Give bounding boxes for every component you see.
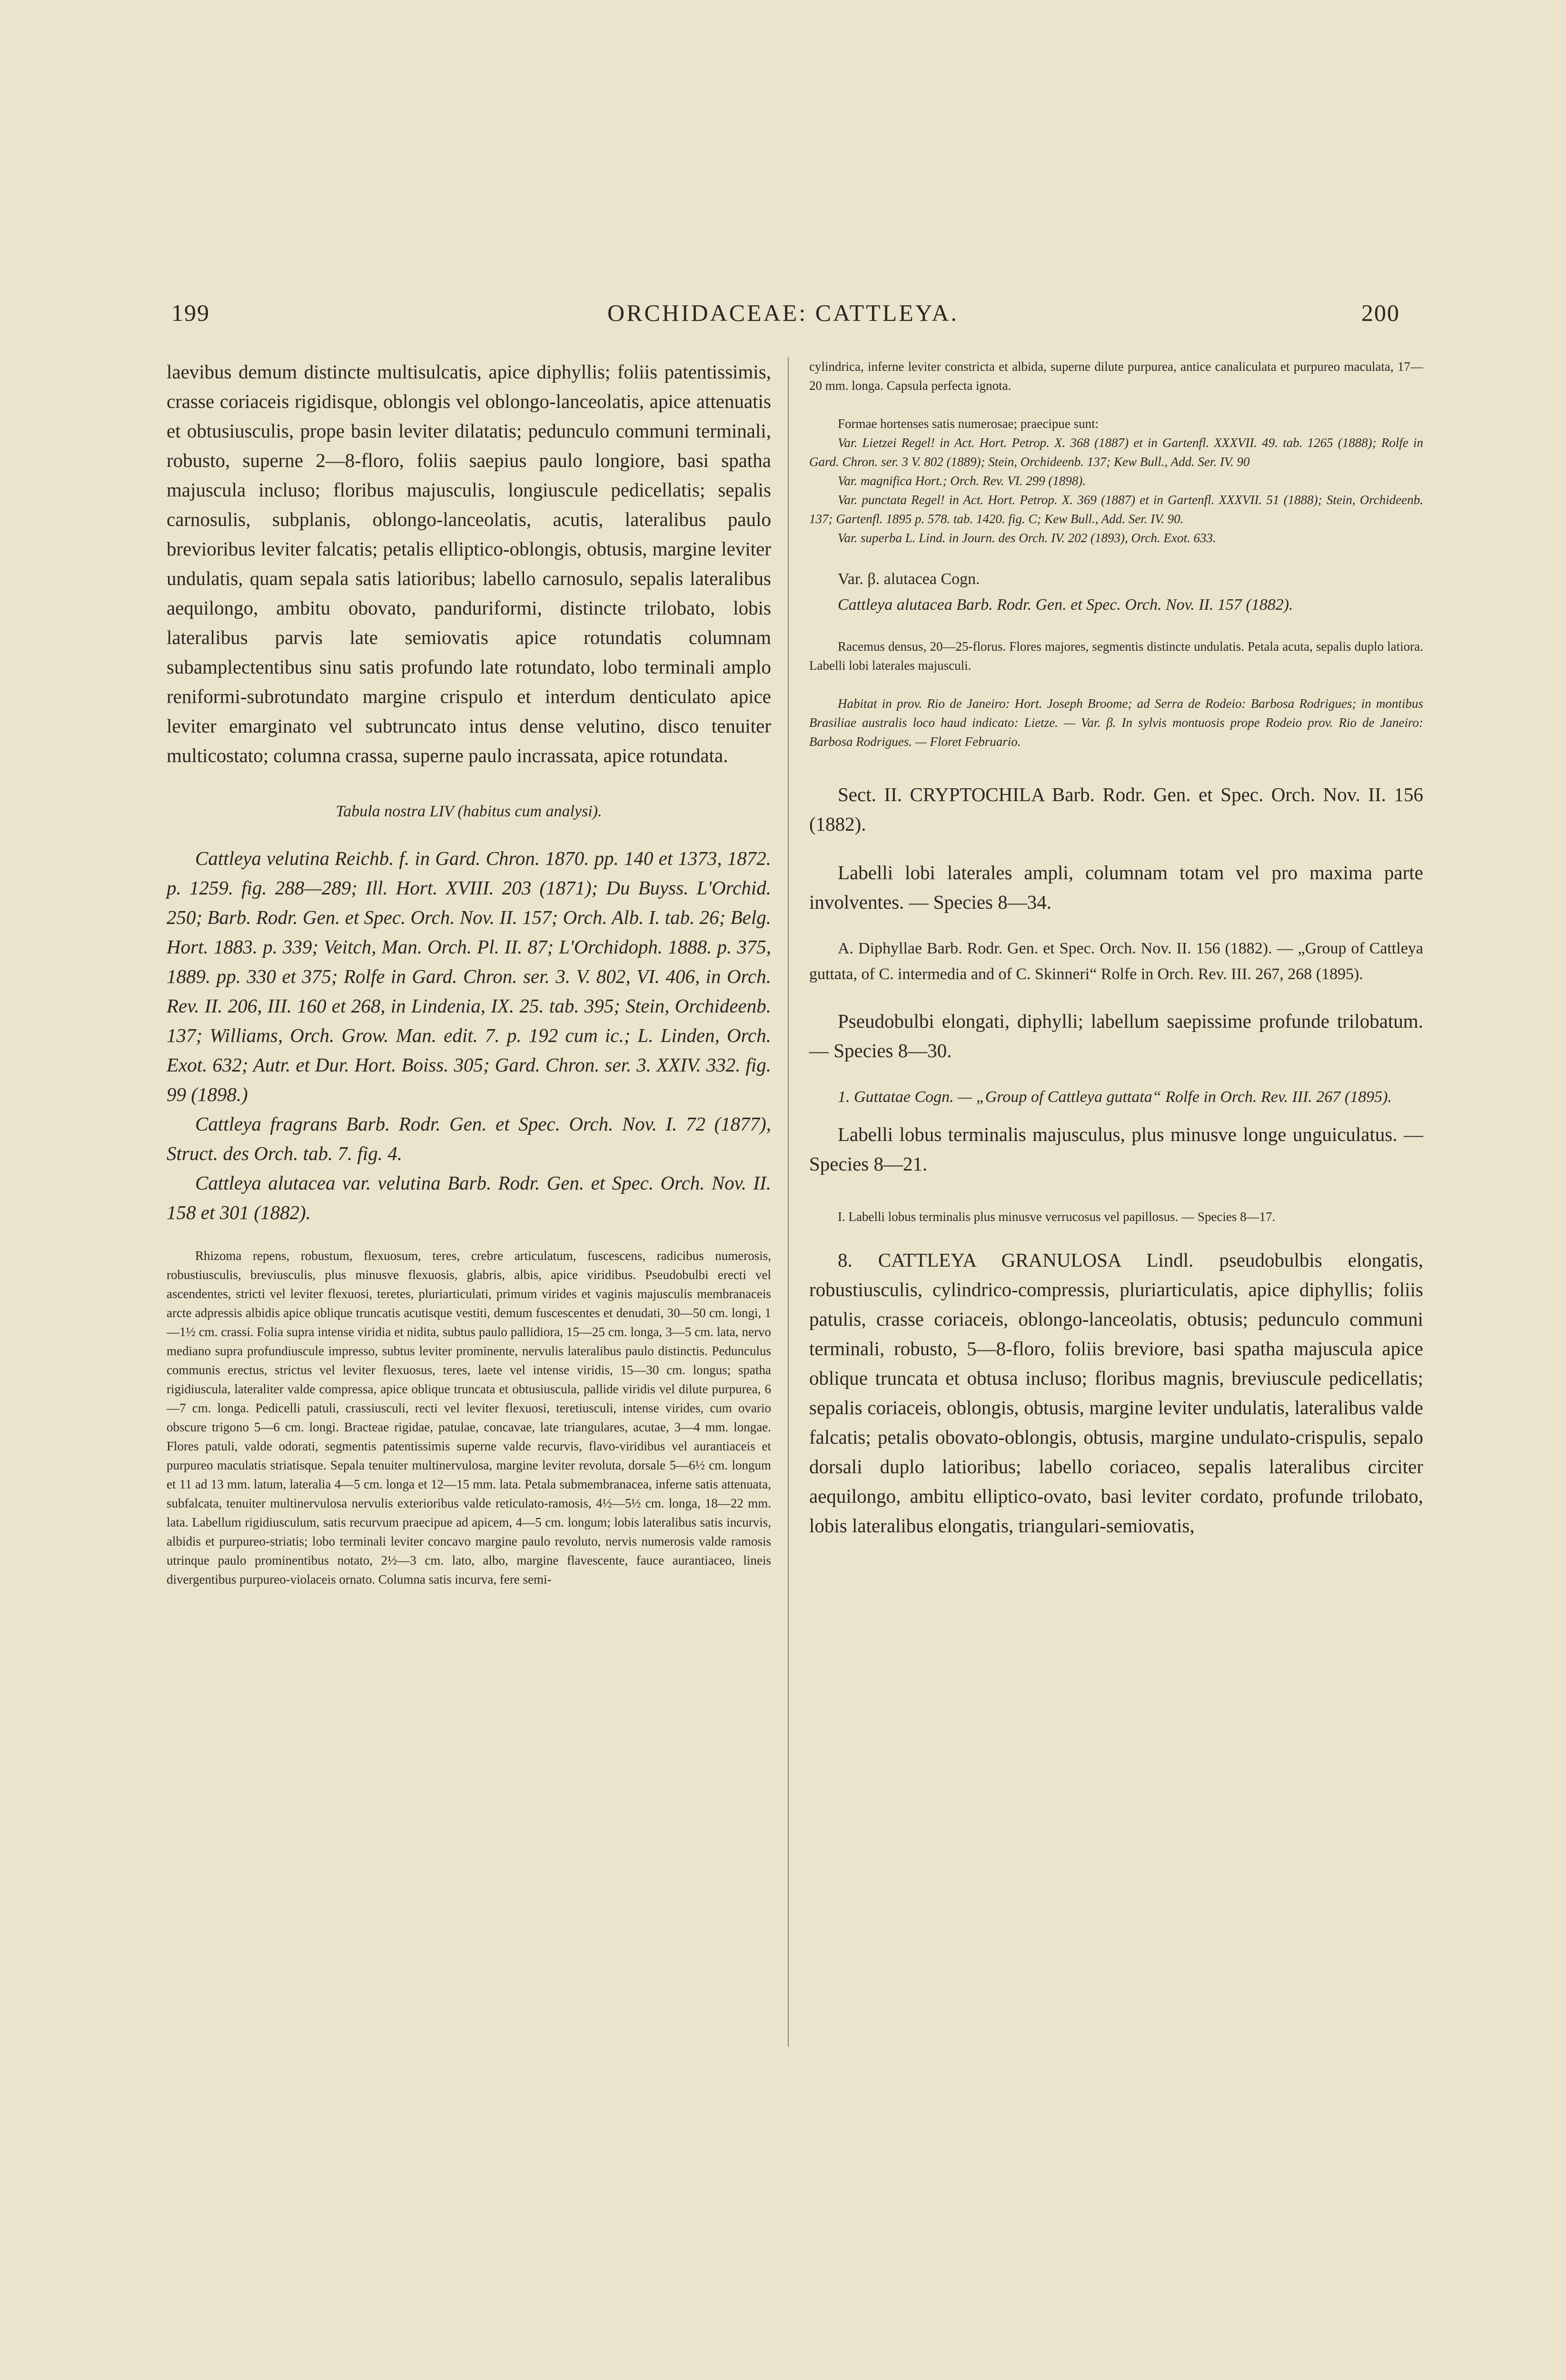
- synonymy-fragrans: Cattleya fragrans Barb. Rodr. Gen. et Spec. Orch. Nov. I. 72 (1877), Struct. des Orch. tab. 7. fig. 4.: [167, 1113, 771, 1164]
- species-8-granulosa: 8. CATTLEYA GRANULOSA Lindl. pseudobulbis elongatis, robustiusculis, cylindrico-compressis, pluriarticulatis, apice diphyllis; foliis patulis, crasse coriaceis, oblongo-lanceolatis, obtusis; pedunculo communi terminali, robusto, 5—8-floro, foliis breviore, basi spatha majuscula apice oblique truncata et obtusa incluso; floribus magnis, breviuscule pedicellatis; sepalis coriaceis, oblongis, obtusis, margine leviter undulatis, lateralibus valde falcatis; petalis obovato-oblongis, obtusis, margine undulato-crispulis, sepalo dorsali duplo latioribus; labello coriaceo, sepalis lateralibus circiter aequilongo, ambitu elliptico-ovato, basi leviter cordato, profunde trilobato, lobis lateralibus elongatis, triangulari-semiovatis,: [809, 1249, 1423, 1537]
- group-1-title: 1. Guttatae Cogn. — „Group of Cattleya guttata“ Rolfe in Orch. Rev. III. 267 (1895).: [838, 1088, 1392, 1106]
- running-title: ORCHIDACEAE: CATTLEYA.: [607, 299, 959, 326]
- page-number-right: 200: [1361, 299, 1400, 326]
- section-description: Labelli lobi laterales ampli, columnam totam vel pro maxima parte involventes. — Species 8—34.: [809, 862, 1423, 913]
- variety-beta-title: Var. β. alutacea Cogn.: [838, 570, 980, 588]
- group-1-description: Labelli lobus terminalis majusculus, plus minusve longe unguiculatus. — Species 8—21.: [809, 1123, 1423, 1175]
- detailed-description: Rhizoma repens, robustum, flexuosum, teres, crebre articulatum, fuscescens, radicibus numerosis, robustiusculis, breviusculis, plus minusve flexuosis, glabris, albis, apice viridibus. Pseudobulbi erecti vel ascendentes, stricti vel leviter flexuosi, teretes, pluriarticulati, primum virides et vaginis majusculis membranaceis arcte adpressis albidis apice oblique truncatis acutisque vestiti, demum fuscescentes et denudati, 30—50 cm. longi, 1—1½ cm. crassi. Folia supra intense viridia et nidita, subtus paulo pallidiora, 15—25 cm. longa, 3—5 cm. lata, nervo mediano supra profundiuscule impresso, subtus leviter prominente, nervulis lateralibus paulo distinctis. Pedunculus communis erectus, strictus vel leviter flexuosus, teres, laete vel intense viridis, 15—30 cm. longus; spatha rigidiuscula, lateraliter valde compressa, apice oblique truncata et obtusiuscula, pallide viridis vel dilute purpurea, 6—7 cm. longa. Pedicelli patuli, crassiusculi, recti vel leviter flexuosi, teretiusculi, intense virides, cum ovario obscure trigono 5—6 cm. longi. Bracteae rigidae, patulae, concavae, late triangulares, acutae, 3—4 mm. longae. Flores patuli, valde odorati, segmentis patentissimis superne valde recurvis, flavo-viridibus vel aurantiaceis et purpureo maculatis striatisque. Sepala tenuiter multinervulosa, margine leviter revoluta, dorsale 5—6½ cm. longum et 11 ad 13 mm. latum, lateralia 4—5 cm. longa et 12—15 mm. lata. Petala submembranacea, inferne satis attenuata, subfalcata, tenuiter multinervulosa nervulis exterioribus valde reticulato-ramosis, 4½—5½ cm. longa, 18—22 mm. lata. Labellum rigidiusculum, satis recurvum praecipue ad apicem, 4—5 cm. longum; lobis lateralibus satis incurvis, albidis et purpureo-striatis; lobo terminali leviter concavo margine paulo revoluto, nervis numerosis valde ramosis utrinque paulo prominentibus notato, 2½—3 cm. lato, albo, margine flavescente, fauce aurantiaceo, lineis divergentibus purpureo-violaceis ornato. Columna satis incurva, fere semi-: [167, 1249, 771, 1587]
- tabula-reference: Tabula nostra LIV (habitus cum analysi).: [336, 803, 602, 820]
- variety-beta-synonymy: Cattleya alutacea Barb. Rodr. Gen. et Spec. Orch. Nov. II. 157 (1882).: [838, 596, 1293, 614]
- subsection-a: A. Diphyllae Barb. Rodr. Gen. et Spec. Orch. Nov. II. 156 (1882). — „Group of Cattleya guttata, of C. intermedia and of C. Skinneri“ Rolfe in Orch. Rev. III. 267, 268 (1895).: [809, 940, 1423, 983]
- variety-punctata: Var. punctata Regel! in Act. Hort. Petrop. X. 369 (1887) et in Gartenfl. XXXVII. 51 (1888); Stein, Orchideenb. 137; Gartenfl. 1895 p. 578. tab. 1420. fig. C; Kew Bull., Add. Ser. IV. 90.: [809, 493, 1423, 526]
- page-number-left: 199: [171, 299, 210, 326]
- variety-magnifica: Var. magnifica Hort.; Orch. Rev. VI. 299 (1898).: [838, 474, 1086, 488]
- variety-beta-description: Racemus densus, 20—25-florus. Flores majores, segmentis distincte undulatis. Petala acuta, sepalis duplo latiora. Labelli lobi laterales majusculi.: [809, 639, 1423, 673]
- description-continued: cylindrica, inferne leviter constricta et albida, superne dilute purpurea, antice canaliculata et purpureo maculata, 17—20 mm. longa. Capsula perfecta ignota.: [809, 359, 1423, 393]
- subsection-a-description: Pseudobulbi elongati, diphylli; labellum saepissime profunde trilobatum. — Species 8—30.: [809, 1010, 1423, 1061]
- species-description: laevibus demum distincte multisulcatis, apice diphyllis; foliis patentissimis, crasse coriaceis rigidisque, oblongis vel oblongo-lanceolatis, apice attenuatis et obtusiusculis, prope basin leviter dilatatis; pedunculo communi terminali, robusto, superne 2—8-floro, foliis saepius paulo longiore, basi spatha majuscula incluso; floribus majusculis, longiuscule pedicellatis; sepalis carnosulis, subplanis, oblongo-lanceolatis, acutis, lateralibus paulo brevioribus leviter falcatis; petalis elliptico-oblongis, obtusis, margine leviter undulatis, quam sepala satis latioribus; labello carnosulo, sepalis lateralibus aequilongo, ambitu obovato, panduriformi, distincte trilobato, lobis lateralibus parvis late semiovatis apice rotundatis columnam subamplectentibus sinu satis profundo late rotundato, lobo terminali amplo reniformi-subrotundato margine crispulo et interdum denticulato apice leviter emarginato vel subtruncato intus dense velutino, disco tenuiter multicostato; columna crassa, superne paulo incrassata, apice rotundata.: [167, 361, 771, 766]
- left-column: [167, 357, 771, 1589]
- synonymy-velutina: Cattleya velutina Reichb. f. in Gard. Chron. 1870. pp. 140 et 1373, 1872. p. 1259. fig. 288—289; Ill. Hort. XVIII. 203 (1871); Du Buyss. L'Orchid. 250; Barb. Rodr. Gen. et Spec. Orch. Nov. II. 157; Orch. Alb. I. tab. 26; Belg. Hort. 1883. p. 339; Veitch, Man. Orch. Pl. II. 87; L'Orchidoph. 1888. p. 375, 1889. pp. 330 et 375; Rolfe in Gard. Chron. ser. 3. V. 802, VI. 406, in Orch. Rev. II. 206, III. 160 et 268, in Lindenia, IX. 25. tab. 395; Stein, Orchideenb. 137; Williams, Orch. Grow. Man. edit. 7. p. 192 cum ic.; L. Linden, Orch. Exot. 632; Autr. et Dur. Hort. Boiss. 305; Gard. Chron. ser. 3. XXIV. 332. fig. 99 (1898.): [167, 847, 771, 1105]
- variety-superba: Var. superba L. Lind. in Journ. des Orch. IV. 202 (1893), Orch. Exot. 633.: [838, 531, 1216, 545]
- right-column: [809, 357, 1423, 1540]
- column-divider: [788, 357, 789, 2047]
- habitat: Habitat in prov. Rio de Janeiro: Hort. Joseph Broome; ad Serra de Rodeio: Barbosa Rodrigues; in montibus Brasiliae australis loco haud indicato: Lietze. — Var. β. In sylvis montuosis prope Rodeio prov. Rio de Janeiro: Barbosa Rodrigues. — Floret Februario.: [809, 696, 1423, 749]
- section-title: Sect. II. CRYPTOCHILA Barb. Rodr. Gen. et Spec. Orch. Nov. II. 156 (1882).: [809, 783, 1423, 835]
- group-i-key: I. Labelli lobus terminalis plus minusve verrucosus vel papillosus. — Species 8—17.: [838, 1210, 1276, 1224]
- forms-intro: Formae hortenses satis numerosae; praecipue sunt:: [838, 416, 1099, 431]
- synonymy-alutacea-velutina: Cattleya alutacea var. velutina Barb. Rodr. Gen. et Spec. Orch. Nov. II. 158 et 301 (1882).: [167, 1172, 771, 1223]
- variety-lietzei: Var. Lietzei Regel! in Act. Hort. Petrop. X. 368 (1887) et in Gartenfl. XXXVII. 49. tab. 1265 (1888); Rolfe in Gard. Chron. ser. 3 V. 802 (1889); Stein, Orchideenb. 137; Kew Bull., Add. Ser. IV. 90: [809, 436, 1423, 469]
